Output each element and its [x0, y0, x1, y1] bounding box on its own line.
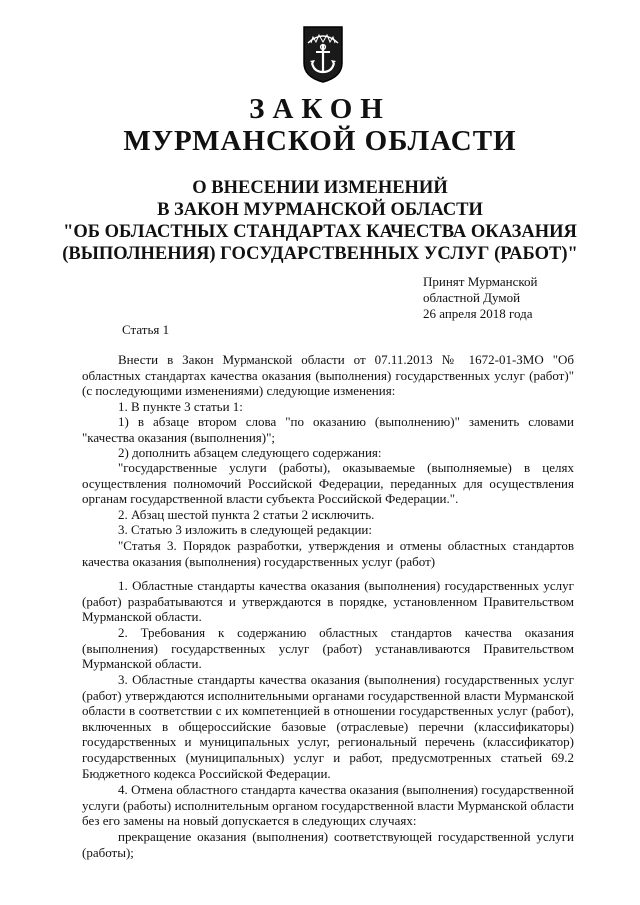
paragraph: 4. Отмена областного стандарта качества оказания (выполнения) государственной услуги (работы) исполнительным органом государственной власти Мурманской области без его замены на новый допускается в следующих случаях:	[82, 782, 574, 829]
paragraph: 3. Статью 3 изложить в следующей редакции:	[118, 522, 372, 537]
quoted-article-heading: "Статья 3. Порядок разработки, утверждения и отмены областных стандартов качества оказания (выполнения) государственных услуг (работ)	[82, 538, 574, 569]
law-subtitle	[0, 177, 640, 265]
paragraph: 1. В пункте 3 статьи 1:	[118, 399, 243, 414]
paragraph: 1. Областные стандарты качества оказания (выполнения) государственных услуг (работ) разрабатываются и утверждаются в порядке, установленном Правительством Мурманской области.	[82, 578, 574, 625]
adoption-line: областной Думой	[423, 290, 521, 305]
paragraph: 1) в абзаце втором слова "по оказанию (выполнению)" заменить словами "качества оказания (выполнения)";	[82, 414, 574, 445]
article-heading: Статья 1	[122, 322, 170, 337]
paragraph: 2) дополнить абзацем следующего содержания:	[118, 445, 382, 460]
subtitle-line: О ВНЕСЕНИИ ИЗМЕНЕНИЙ	[192, 178, 448, 198]
adoption-line: Принят Мурманской	[423, 274, 538, 289]
subtitle-line: "ОБ ОБЛАСТНЫХ СТАНДАРТАХ КАЧЕСТВА ОКАЗАНИЯ	[63, 222, 577, 242]
law-title: ЗАКОН	[249, 93, 391, 125]
subtitle-line: (ВЫПОЛНЕНИЯ) ГОСУДАРСТВЕННЫХ УСЛУГ (РАБОТ)"	[62, 244, 578, 264]
subtitle-line: В ЗАКОН МУРМАНСКОЙ ОБЛАСТИ	[157, 200, 483, 220]
paragraph: Внести в Закон Мурманской области от 07.11.2013 № 1672-01-ЗМО "Об областных стандартах качества оказания (выполнения) государственных услуг (работ)" (с последующими изменениями) следующие изменения:	[82, 352, 574, 399]
adoption-note	[423, 274, 538, 322]
paragraph: 2. Абзац шестой пункта 2 статьи 2 исключить.	[118, 507, 375, 522]
paragraph: прекращение оказания (выполнения) соответствующей государственной услуги (работы);	[82, 829, 574, 860]
paragraph: 2. Требования к содержанию областных стандартов качества оказания (выполнения) государственных услуг (работ) устанавливаются Правительством Мурманской области.	[82, 625, 574, 672]
murmansk-coat-of-arms-icon	[302, 25, 344, 83]
adoption-date: 26 апреля 2018 года	[423, 306, 533, 321]
region-title: МУРМАНСКОЙ ОБЛАСТИ	[123, 125, 517, 157]
paragraph: 3. Областные стандарты качества оказания (выполнения) государственных услуг (работ) утверждаются исполнительными органами государственной власти Мурманской области в соответствии с их компетенцией в отношении государственных услуг (работ), включенных в общероссийские базовые (отраслевые) перечни (классификаторы) государственных и муниципальных услуг, региональный перечень (классификатор) государственных (муниципальных) услуг и работ, предусмотренных статьей 69.2 Бюджетного кодекса Российской Федерации.	[82, 672, 574, 781]
paragraph: "государственные услуги (работы), оказываемые (выполняемые) в целях осуществления полномочий Российской Федерации, переданных для осуществления органам государственной власти субъекта Российской Федерации.".	[82, 460, 574, 507]
